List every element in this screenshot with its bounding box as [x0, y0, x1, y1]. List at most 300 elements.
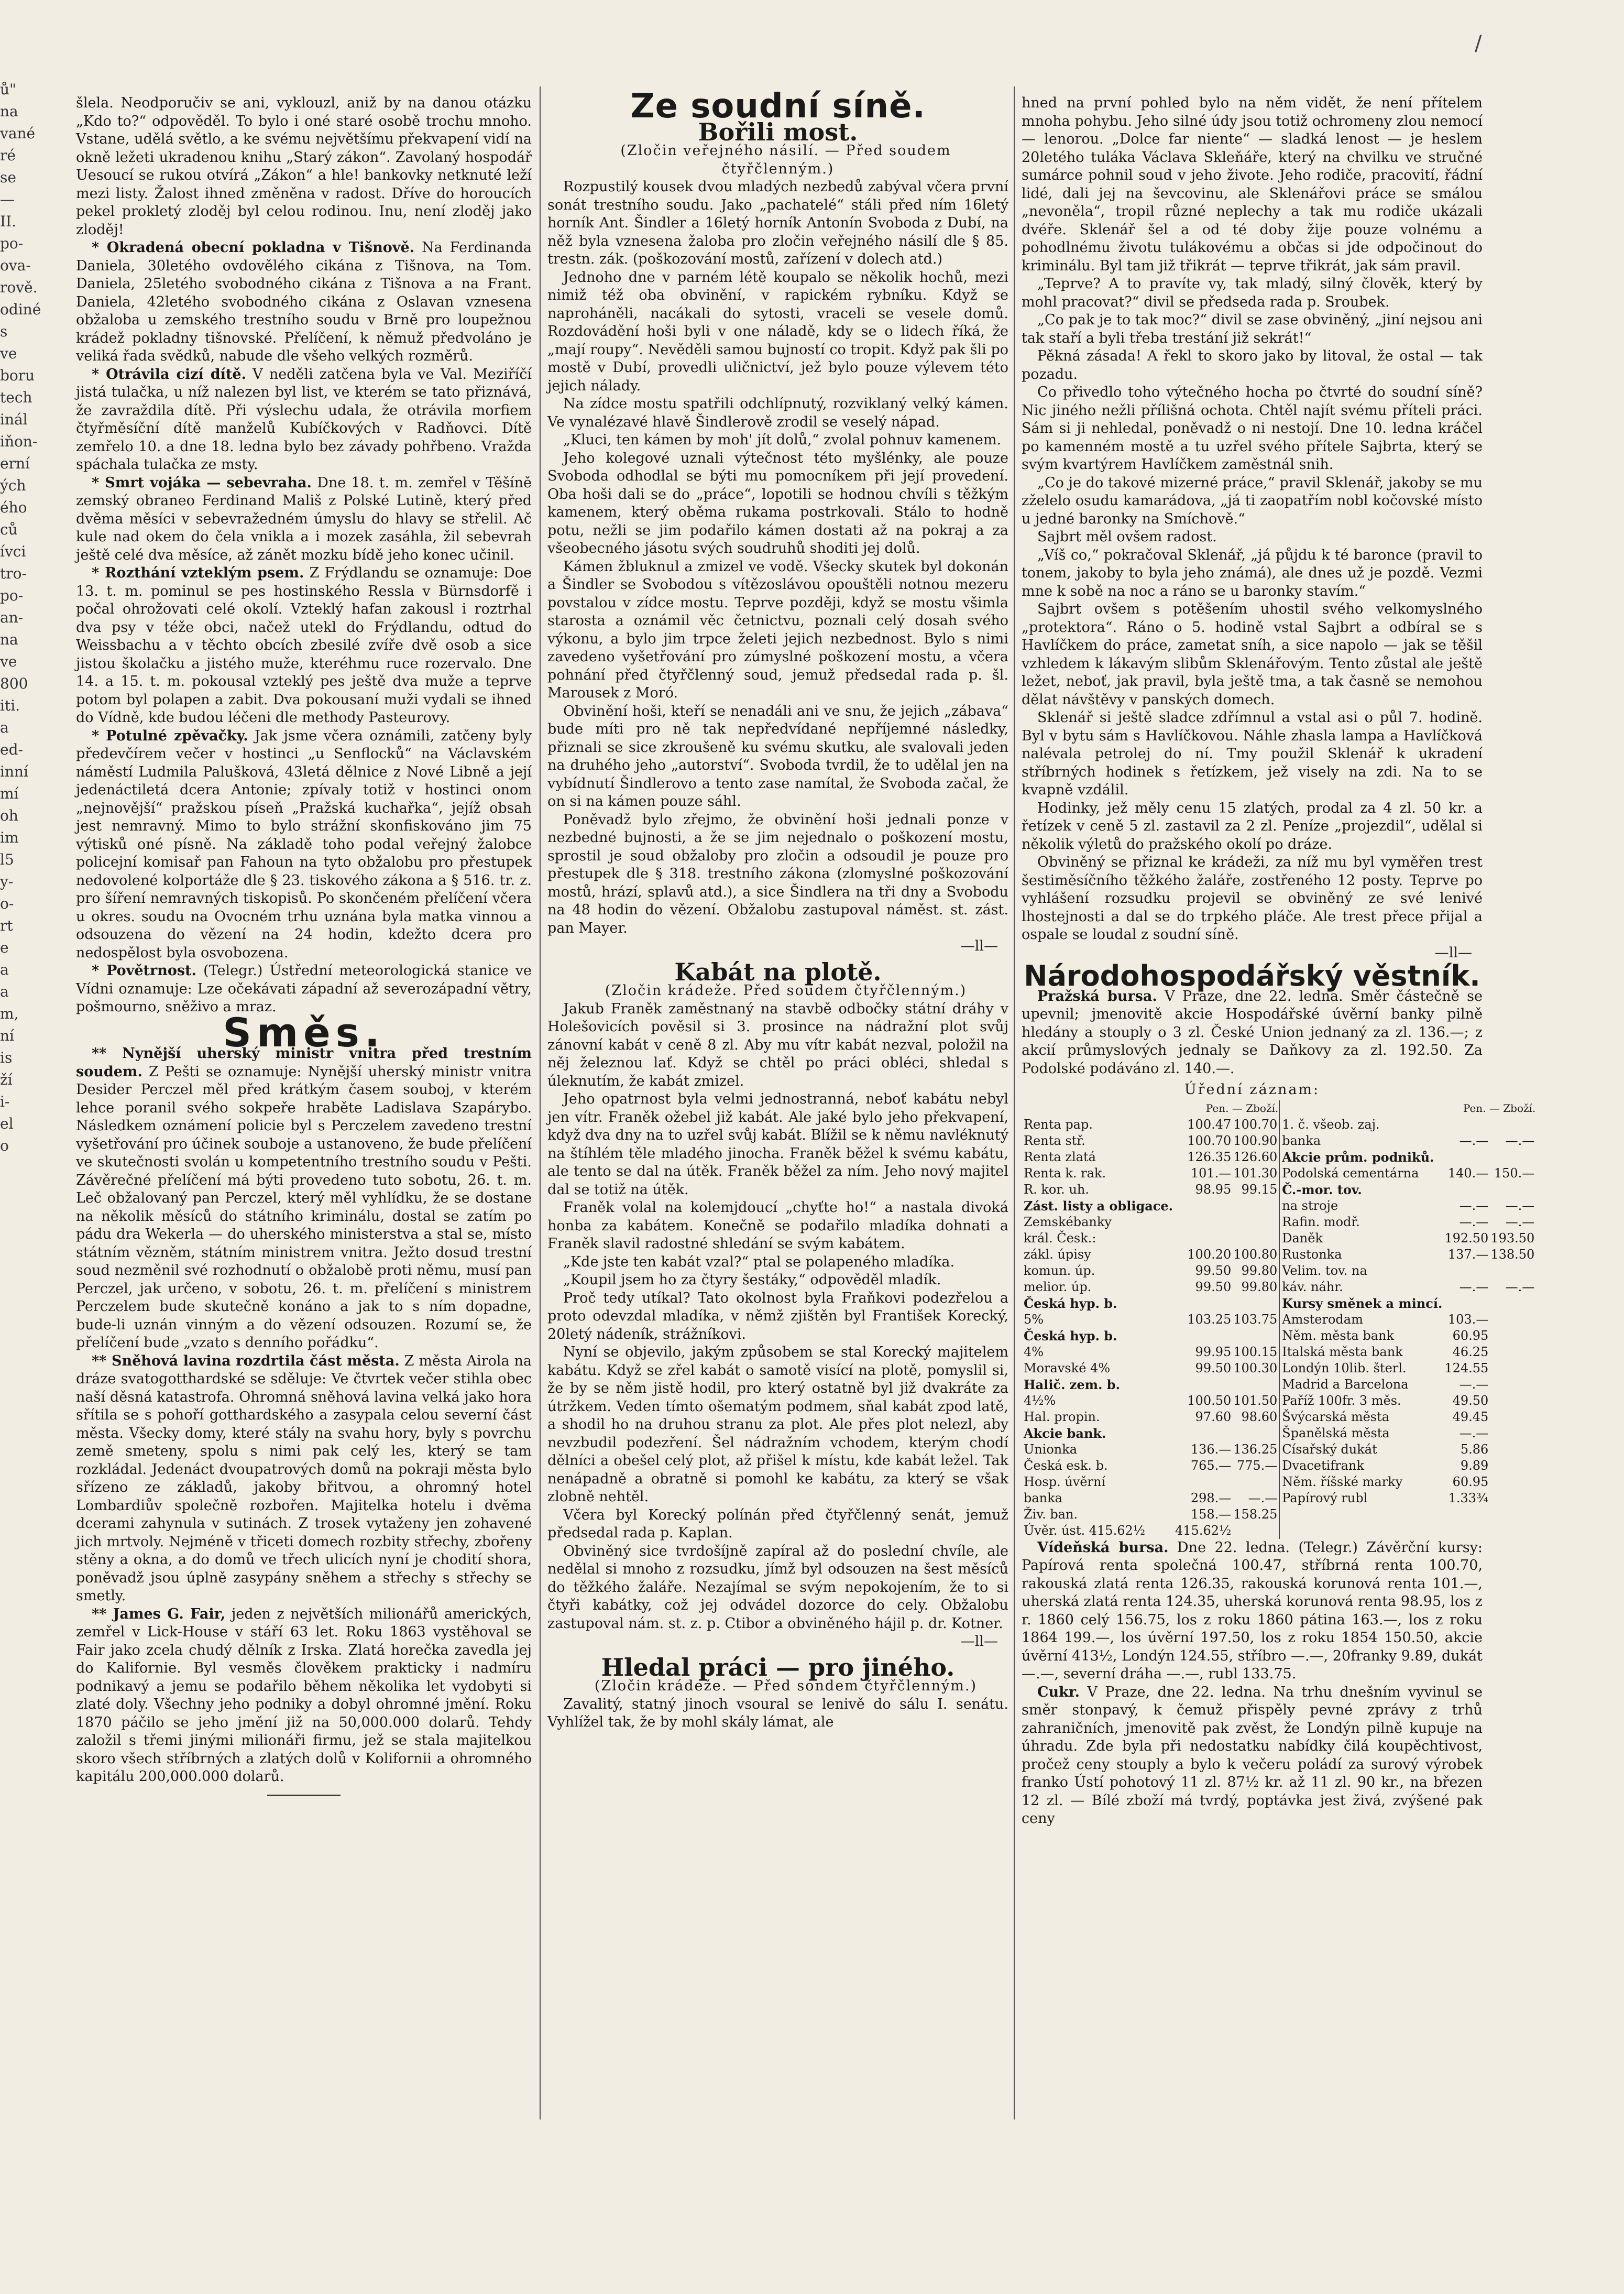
quote-row	[1023, 1377, 1278, 1393]
quote-row	[1023, 1214, 1278, 1230]
margin-fragment: an-	[0, 609, 24, 626]
quote-row	[1281, 1377, 1535, 1393]
quotes-column-header: Pen. — Zboží.	[1463, 1101, 1536, 1115]
quote-row	[1281, 1312, 1535, 1328]
margin-fragment: ní	[0, 1027, 14, 1044]
quote-row	[1281, 1360, 1535, 1377]
quote-row	[1281, 1490, 1535, 1506]
quote-name: Něm. města bank	[1282, 1328, 1394, 1343]
margin-fragment: tech	[0, 389, 32, 406]
paragraph: „Kluci, ten kámen by moh' jít dolů,“ zvolal pohnuv kamenem.	[563, 432, 1002, 448]
quote-row	[1281, 1133, 1535, 1149]
quote-row	[1023, 1523, 1278, 1539]
margin-fragment: im	[0, 829, 19, 846]
quote-value: 49.50	[1452, 1393, 1489, 1408]
quote-value: 101.30	[1233, 1165, 1278, 1181]
stock-quotes-table	[1022, 1100, 1537, 1539]
quote-name: Zást. listy a obligace.	[1024, 1198, 1173, 1214]
item-heading: Cukr.	[1037, 1684, 1080, 1700]
quote-name: Rustonka	[1282, 1247, 1342, 1262]
news-item	[76, 564, 532, 727]
quote-row	[1281, 1425, 1535, 1441]
quote-value: —.—	[1459, 1214, 1489, 1229]
news-item	[76, 1045, 532, 1352]
item-heading: ** Sněhová lavina rozdrtila část města.	[92, 1352, 400, 1369]
quote-row	[1023, 1263, 1278, 1279]
margin-fragment: mí	[0, 785, 19, 802]
margin-fragment: na	[0, 631, 18, 648]
quote-value	[1443, 1117, 1489, 1133]
margin-fragment: ých	[0, 477, 26, 494]
quote-row	[1023, 1230, 1278, 1247]
quote-name: Renta k. rak.	[1024, 1165, 1106, 1181]
quote-row	[1281, 1263, 1535, 1279]
paragraph: Nyní se objevilo, jakým způsobem se stal Korecký majitelem kabátu. Když se zřel kabát o samotě visící na plotě, pomyslil si, že by se něm jistě hodil, pro který ostatně byl již dvakráte za útržkem. Veden tímto ošematým podmem, sňal kabát zpod latě, a shodil ho na druhou stranu za plot. Ale přes plot nelezl, aby nevzbudil podezření. Šel nádražním vchodem, kterým chodí dělníci a obešel celý plot, až přišel k místu, kde kabát ležel. Tak nenápadně a obratně si pomohl ke kabátu, za který se však zlobně nehtěl.	[547, 1344, 1008, 1505]
quote-row	[1023, 1295, 1278, 1312]
quote-value: 100.80	[1233, 1247, 1278, 1262]
quote-name: Madrid a Barcelona	[1282, 1377, 1409, 1392]
margin-fragment: iti.	[0, 697, 20, 714]
quote-value	[1232, 1198, 1278, 1214]
column-2	[547, 87, 1008, 2201]
paragraph: Proč tedy utíkal? Tato okolnost byla Fraňkovi podezřelou a proto odevzdal mladíka, v němž zjištěn byl František Korecký, 20letý nádeník, strážníkovi.	[547, 1290, 1008, 1342]
column-divider-2	[1014, 86, 1015, 2120]
column-divider-1	[540, 86, 541, 2120]
quote-row	[1281, 1117, 1535, 1133]
article-signature: —ll—	[960, 1633, 998, 1650]
quote-value: 100.30	[1233, 1360, 1278, 1375]
quote-value	[1489, 1360, 1535, 1377]
quote-name: Amsterodam	[1282, 1312, 1363, 1327]
quote-row	[1023, 1279, 1278, 1295]
paragraph: Jakub Franěk zaměstnaný na stavbě odbočky státní dráhy v Holešovicích pověsil si 3. prosince na nádražní plot svůj zánovní kabát v ceně 8 zl. Aby mu vítr kabát nezval, položil na něj železnou lať. Když se chtěl po práci obléci, shledal s úleknutím, že kabát zmizel.	[547, 1000, 1008, 1089]
quote-name: Renta stř.	[1024, 1133, 1085, 1148]
quote-value	[1489, 1263, 1535, 1279]
quote-value	[1443, 1295, 1489, 1312]
margin-fragment: m,	[0, 1005, 19, 1022]
margin-fragment: odiné	[0, 301, 41, 318]
quote-value	[1232, 1425, 1278, 1441]
quote-value	[1489, 1182, 1535, 1198]
margin-fragment: ve	[0, 653, 17, 670]
corner-mark: /	[1475, 31, 1482, 56]
quote-row	[1281, 1409, 1535, 1425]
quote-name: Česká hyp. b.	[1024, 1328, 1117, 1343]
margin-fragment: tro-	[0, 565, 27, 582]
margin-fragment: oh	[0, 807, 18, 824]
margin-fragment: inál	[0, 411, 28, 428]
news-item	[76, 366, 532, 474]
paragraph: „Teprve? A to pravíte vy, tak mladý, silný člověk, který by mohl pracovat?“ divil se předseda rada p. Sroubek.	[1022, 276, 1483, 310]
margin-fragment: ů" na	[0, 81, 18, 120]
quote-value	[1232, 1214, 1278, 1230]
quote-value: 99.50	[1195, 1360, 1232, 1375]
quote-row	[1023, 1490, 1278, 1506]
separator	[267, 1795, 341, 1796]
quote-name: Živ. ban.	[1024, 1506, 1078, 1522]
paragraph: Sklenář si ještě sladce zdřímnul a vstal asi o půl 7. hodině. Byl v bytu sám s Havlíčkovou. Náhle zhasla lampa a Havlíčková nalévala petrolej do ní. Tmy použil Sklenář k ukradení stříbrných hodinek s řetízkem, jež visely na zdi. Na to se kvapně vzdálil.	[1022, 709, 1483, 798]
quote-row	[1023, 1425, 1278, 1441]
paragraph: Poněvadž bylo zřejmo, že obvinění hoši jednali ponze v nezbedné bujnosti, a že se jim nejednalo o poškození mostu, sprostil je soud obžaloby pro zločin a odsoudil je pouze pro přestupek dle § 318. trestního zákona (zlomyslné poškozování mostů, hrází, splavů atd.), a sice Šindlera na tři dny a Svobodu na 48 hodin do vězení. Obžalobu zastupoval náměst. st. zást. pan Mayer.	[547, 811, 1008, 936]
paragraph: Pěkná zásada! A řekl to skoro jako by litoval, že ostal — tak pozadu.	[1022, 348, 1483, 383]
margin-fragment: el	[0, 1115, 14, 1132]
margin-fragment: e	[0, 939, 9, 956]
paragraph: „Koupil jsem ho za čtyry šestáky,“ odpověděl mladík.	[563, 1272, 941, 1288]
quote-value	[1232, 1328, 1278, 1344]
quote-name: Podolská cementárna	[1282, 1165, 1419, 1181]
paragraph: Jednoho dne v parném létě koupalo se několik hochů, mezi nimiž též oba obvinění, v rapickém rybníku. Když se naproháněli, nacákali do sytosti, vraceli se vesele domů. Rozdovádění hoši byli v one náladě, kdy se o lidech říká, že „mají roupy“. Nevěděli samou bujností co tropit. Když pak šli po mostě v Dubí, provedli uličnictví, jež bylo pouze výlevem této jejich nálady.	[547, 269, 1008, 394]
quote-value	[1174, 1230, 1232, 1247]
paragraph: Rozpustilý kousek dvou mladých nezbedů zabýval včera první sonát trestního soudu. Jako „pachatelé“ stáli před ním 16letý horník Ant. Šindler a 16letý horník Antonín Svoboda z Dubí, na něž byla vznesena žaloba pro zločin veřejného násilí dle § 85. trestn. zák. (poškozování mostů, zařízení v dolech atd.)	[547, 179, 1008, 267]
paragraph: „Kde jste ten kabát vzal?“ ptal se polapeného mladíka.	[563, 1253, 955, 1270]
quote-value: 1.33¾	[1448, 1490, 1489, 1505]
news-item	[76, 727, 532, 963]
quote-row	[1281, 1393, 1535, 1409]
item-heading: Pražská bursa.	[1037, 988, 1157, 1004]
quote-value	[1232, 1230, 1278, 1247]
margin-fragment: ého	[0, 499, 27, 516]
item-heading: * Povětrnost.	[92, 963, 196, 979]
section-heading-soudni-sin: Ze soudní síně.	[630, 87, 926, 126]
quote-value: 99.15	[1241, 1182, 1278, 1197]
quote-name: Italská města bank	[1282, 1344, 1403, 1359]
quote-name: banka	[1024, 1490, 1062, 1505]
quote-name: na stroje	[1282, 1198, 1338, 1213]
paragraph: hned na první pohled bylo na něm vidět, že není přítelem mnoha pohybu. Jeho silné údy jsou totiž ochromeny zlou nemocí — lenorou. „Dolce far niente“ — sladká lenost — je heslem 20letého tuláka Václava Skleňáře, který na chvilku ve stručné sumárce pohnil soud v jeho živote. Jeho rodiče, pracovití, řádní lidé, dali jej na ševcovinu, ale Sklenářovi práce se smálou „nevoněla“, tropil různé neplechy a tak mu rodiče ukázali dvéře. Sklenář šel a od té doby žije pouze volnému a pohodlnému životu tulákovému a občas si jde odpočinout do kriminálu. Byl tam již třikrát — teprve třikrát, jak sám pravil.	[1022, 95, 1483, 274]
quote-row	[1281, 1458, 1535, 1474]
quote-name: Česká esk. b.	[1024, 1458, 1108, 1473]
quote-row	[1023, 1409, 1278, 1425]
quote-value: 158.—	[1190, 1506, 1232, 1522]
margin-fragment: rově.	[0, 279, 38, 296]
quote-value: 140.—	[1447, 1165, 1489, 1181]
quote-row	[1023, 1149, 1278, 1165]
quote-row	[1281, 1182, 1535, 1198]
quote-value: 136.—	[1190, 1441, 1232, 1457]
quote-name: Papírový rubl	[1282, 1490, 1368, 1505]
quote-value	[1174, 1295, 1232, 1312]
quote-name: Akcie prům. podniků.	[1282, 1149, 1434, 1165]
item-text: Dne 22. ledna. (Telegr.) Závěrční kursy: Papírová renta společná 100.47, stříbrná renta 100.70, rakouská zlatá renta 126.35, rakouská korunová renta 101.—, uherská zlatá renta 124.35, uherská korunová renta 98.95, los z r. 1860 celý 156.75, los z roku 1860 pátina 163.—, los z roku 1864 199.—, los úvěrní 197.50, los z roku 1854 150.50, akcie úvěrní 413½, Londýn 124.55, stříbro —.—, 20franky 9.89, dukát —.—, severní dráha —.—, rubl 133.75.	[1022, 1539, 1483, 1682]
margin-fragment: iňon-	[0, 433, 38, 450]
paragraph: Hodinky, jež měly cenu 15 zlatých, prodal za 4 zl. 50 kr. a řetízek v ceně 5 zl. zastavil za 2 zl. Peníze „projezdil“, udělal si několik výletů do pražského okolí po dráze.	[1022, 800, 1483, 853]
quote-name: král. Česk.:	[1024, 1230, 1096, 1246]
quote-value: 98.60	[1241, 1409, 1278, 1424]
quote-value: 99.80	[1241, 1279, 1278, 1294]
quote-row	[1281, 1441, 1535, 1458]
quote-row	[1281, 1165, 1535, 1182]
quote-value: 158.25	[1233, 1506, 1278, 1522]
quote-value	[1489, 1344, 1535, 1360]
quote-name: melior. úp.	[1024, 1279, 1092, 1294]
quote-value: 100.50	[1187, 1393, 1232, 1408]
quote-value: 100.47	[1187, 1117, 1232, 1132]
quote-row	[1281, 1344, 1535, 1360]
margin-fragment: rt	[0, 917, 13, 934]
quote-row	[1023, 1474, 1278, 1490]
quote-name: Španělská města	[1282, 1425, 1390, 1440]
quote-value	[1232, 1377, 1278, 1393]
quote-row	[1023, 1247, 1278, 1263]
quote-value: 415.62½	[1175, 1523, 1232, 1538]
quote-name: Akcie bank.	[1024, 1425, 1106, 1441]
paragraph: Kámen žbluknul a zmizel ve vodě. Všecky skutek byl dokonán a Šindler se Svobodou s vítězoslávou opouštěli notnou mezeru povstalou v zídce mostu. Teprve později, když se mostu všimla starosta a oznámil věc četnictvu, poznali celý dosah svého výkonu, a bylo jim trpce želeti jejich nezbednost. Bylo s nimi zavedeno vyšetřování pro zúmyslné poškození mostu, a včera pohnání před čtyřčlenný soud, jemuž předsedal rada p. šl. Marousek z Moró.	[547, 558, 1008, 701]
quote-value	[1232, 1523, 1278, 1539]
quote-value: 103.75	[1233, 1312, 1278, 1327]
quote-value	[1232, 1474, 1278, 1490]
margin-fragment: inní	[0, 763, 28, 780]
quote-value: 100.70	[1187, 1133, 1232, 1148]
quote-row	[1023, 1165, 1278, 1182]
paragraph: Sajbrt měl ovšem radost.	[1037, 529, 1217, 545]
quote-value	[1232, 1295, 1278, 1312]
paragraph: „Co pak je to tak moc?“ divil se zase obviněný, „jiní nejsou ani tak staří a byli třeba trestání již sekrát!“	[1022, 312, 1483, 346]
quote-value	[1174, 1198, 1232, 1214]
paragraph: Včera byl Korecký polínán před čtyřčlenný senát, jemuž předsedal rada p. Kaplan.	[547, 1506, 1008, 1541]
quote-row	[1281, 1230, 1535, 1247]
margin-fragment: ova-	[0, 257, 31, 274]
paragraph: „Co je do takové mizerné práce,“ pravil Sklenář, jakoby se mu zželelo osudu kamarádova, „já ti zaopatřím nobl kočovské místo u jedné baronky na Smíchově.“	[1022, 474, 1483, 527]
quote-value: 103.—	[1447, 1312, 1489, 1327]
quote-value: 99.95	[1195, 1344, 1232, 1359]
paragraph: Obviněný sice tvrdošíjně zapíral až do poslední chvíle, ale nedělal si mnoho z rozsudku, jímž byl odsouzen na šest měsíců do těžkého žaláře. Nezajímal se svým nepokojením, že to si čtyři kabátky, což jej odvádel dozorce do cely. Obžalobu zastupoval nám. st. z. p. Ctibor a obviněného hájil p. dr. Kotner.	[547, 1543, 1008, 1632]
margin-fragment: ží	[0, 1071, 13, 1088]
paragraph: „Víš co,“ pokračoval Sklenář, „já půjdu k té baronce (pravil to tonem, jakoby to byla jeho známá), ale dnes už je pozdě. Vezmi mne k sobě na noc a ráno se u baronky stavím.“	[1022, 547, 1483, 599]
quote-value: 193.50	[1490, 1230, 1535, 1246]
item-text: V neděli zatčena byla ve Val. Meziříčí jistá tulačka, u níž nalezen byl list, ve kterém se tato přiznává, že zavraždila dítě. Při výslechu udala, že otrávila morfiem čtyřměsíční dítě manželů Kubíčkových v Radňovci. Dítě zemřelo 10. a dne 18. ledna bylo bez závady pohřbeno. Vražda spáchala tulačka ze msty.	[76, 366, 532, 473]
quote-name: káv. náhr.	[1282, 1279, 1343, 1294]
quote-value: —.—	[1248, 1490, 1278, 1505]
quotes-title: Úřední záznam:	[1184, 1082, 1320, 1098]
quote-value: 765.—	[1190, 1458, 1232, 1473]
paragraph: Co přivedlo toho výtečného hocha po čtvrté do soudní síně? Nic jiného nežli přílišná ochota. Chtěl najít svému příteli práci. Sám si ji nehledal, poněvadž o ni nestojí. Dne 10. ledna kráčel po kamenném mostě a tu uzřel svého přítele Sajbrta, který se svým kvartýrem Havlíčkem zaměstnál snih.	[1022, 384, 1483, 473]
item-text: Dne 18. t. m. zemřel v Těšíně zemský obraneo Ferdinand Mališ z Polské Lutině, který před dvěma měsíci v sebevražedném úmyslu do hlavy se střelil. Ač kule nad okem do čela vnikla a i mozek zasáhla, žil sebevrah ještě celé dva měsíce, až zánět mozku bídě jeho konec učinil.	[76, 474, 532, 563]
quote-name: Česká hyp. b.	[1024, 1295, 1117, 1311]
quote-value: 100.70	[1233, 1117, 1278, 1132]
quote-value: —.—	[1505, 1279, 1535, 1294]
quote-name: Renta zlatá	[1024, 1149, 1096, 1164]
paragraph: Jeho kolegové uznali výtečnost této myšlénky, ale pouze Svoboda odhodlal se býti mu pomocníkem při její provedení. Oba hoši dali se do „práce“, lopotili se hodnou chvíli s těžkým kamenem, který oběma rukama postrkovali. Stálo to hodně potu, nežli se jim podařilo kámen dostati až na pokraj a za všeobecného jásotu svých soudruhů shoditi jej dolů.	[547, 450, 1008, 556]
quote-value: —.—	[1459, 1198, 1489, 1213]
margin-fragment: a	[0, 983, 9, 1000]
margin-fragment: 800	[0, 675, 28, 692]
article-subheading: (Zločin krádeže. — Před sondem čtyřčlenným.)	[595, 1678, 977, 1694]
quote-row	[1023, 1312, 1278, 1328]
article-subheading: (Zločin veřejného násilí. — Před soudem čtyřčlenným.)	[620, 143, 951, 177]
paragraph: Sajbrt ovšem s potěšením uhostil svého velkomyslného „protektora“. Ráno o 5. hodině vstal Sajbrt a odbíral se s Havlíčkem do práce, zametat sníh, a sice napolo — jak se těšil vzhledem k lákavým slibům Sklenářovým. Tento zůstal ale ještě ležet, neboť, jak pravil, byla ještě tma, a tak časně se nemohou dělat návštěvy v panských domech.	[1022, 601, 1483, 708]
quote-value: 101.—	[1190, 1165, 1232, 1181]
quote-name: Kursy směnek a mincí.	[1282, 1295, 1443, 1311]
margin-fragment: y-	[0, 873, 14, 890]
quote-name: Unionka	[1024, 1441, 1078, 1457]
quote-value: 101.50	[1233, 1393, 1278, 1408]
margin-fragment: o	[0, 1137, 9, 1154]
quote-row	[1023, 1198, 1278, 1214]
item-heading: * Potulné zpěvačky.	[92, 727, 248, 744]
quote-value: 775.—	[1236, 1458, 1278, 1473]
quote-value: 49.45	[1452, 1409, 1489, 1424]
quote-value: 100.20	[1187, 1247, 1232, 1262]
quote-value	[1489, 1490, 1535, 1506]
quote-value: 99.50	[1195, 1263, 1232, 1278]
quote-value	[1489, 1425, 1535, 1441]
article-subheading: (Zločin krádeže. Před soudem čtyřčlenným.)	[605, 982, 967, 999]
margin-fragment: ců	[0, 521, 18, 538]
column-1	[76, 94, 532, 2201]
item-text: Jak jsme včera oznámili, zatčeny byly předevčírem večer v hostinci „u Senflocků“ na Václavském náměstí Ludmila Palušková, 43letá dělnice z Nové Libně a její jedenáctiletá dcera Antonie; zpívaly totiž v hostinci onom „nejnovější“ pražskou píseň „Pražská kuchařka“, jejíž obsah jest nemravný. Mimo to bylo strážní skonfiskováno jim 75 výtisků oné písně. Na základě toho podal veřejný žalobce policejní komisař pan Fahoun na tyto obžalobu pro přestupek nedovolené kolportáže dle § 23. tiskového zákona a § 516. tr. z. pro šíření nemravných tiskopisů. Po skončeném přelíčení včera u okres. soudu na Ovocném trhu uznána byla matka vinnou a odsouzena do vězení na 24 hodin, kdežto dcera pro nedospělost byla osvobozena.	[76, 727, 532, 961]
quote-name: Hosp. úvěrní	[1024, 1474, 1106, 1489]
quote-name: Zemskébanky	[1024, 1214, 1112, 1229]
item-text: Z města Airola na dráze svatogotthardské se sděluje: Ve čtvrtek večer stihla obec naší děsná katastrofa. Ohromná sněhová lavina velká jako hora sřítila se s pohoří gotthardského a zasypala celou severní část města. Všecky domy, které stály na svahu hory, byly s povrchu země smeteny, spolu s nimi pak celý les, který se tam rozkládal. Jedenáct dvoupatrových domů na pokraji města bylo sřízeno ze základů, jakoby břitvou, a ohromný hotel Lombardiův společně rozbořen. Majitelka hotelu i dvěma dcerami zahynula v sutinách. Z trosek vytaženy jen zohavené jich mrtvoly. Nejméně v třiceti domech rozbity střechy, zbořeny stěny a okna, a do domů ve třech ulicích nyní je chodití shora, poněvadž jsou úplně zasypány sněhem a střechy s střechy se smetly.	[76, 1352, 532, 1604]
item-heading: * Okradená obecní pokladna v Tišnově.	[92, 239, 415, 256]
quote-name: Dvacetifrank	[1282, 1458, 1364, 1473]
news-item	[76, 1352, 532, 1605]
news-item	[76, 962, 532, 1017]
quote-name: 4½%	[1024, 1393, 1056, 1408]
quotes-column-header: Pen. — Zboží.	[1205, 1101, 1279, 1115]
quote-value: 5.86	[1460, 1441, 1489, 1457]
quote-value	[1489, 1377, 1535, 1393]
quote-value: 126.35	[1187, 1149, 1232, 1164]
quote-value	[1443, 1182, 1489, 1198]
item-heading: Vídeňská bursa.	[1037, 1539, 1169, 1556]
quote-name: Daněk	[1282, 1230, 1323, 1246]
quote-value	[1489, 1149, 1535, 1165]
item-heading: * Rozthání vzteklým psem.	[92, 565, 304, 581]
margin-fragment: l5	[0, 851, 14, 868]
margin-fragment: ívci	[0, 543, 26, 560]
quote-value: 46.25	[1452, 1344, 1489, 1359]
quote-value: —.—	[1459, 1279, 1489, 1294]
quote-row	[1023, 1328, 1278, 1344]
margin-fragment: o-	[0, 895, 14, 912]
quote-value: 99.80	[1241, 1263, 1278, 1278]
quote-row	[1023, 1344, 1278, 1360]
quote-row	[1281, 1328, 1535, 1344]
quote-value	[1174, 1328, 1232, 1344]
item-heading: ** James G. Fair,	[92, 1605, 226, 1622]
quote-row	[1023, 1182, 1278, 1198]
article-heading-hledal-praci: Hledal práci — pro jiného.	[601, 1653, 955, 1681]
quote-value	[1174, 1377, 1232, 1393]
quote-value	[1489, 1458, 1535, 1474]
article-signature: —ll—	[1434, 944, 1472, 961]
quotes-left	[1023, 1117, 1278, 1539]
quote-value	[1489, 1474, 1535, 1490]
quote-value: 136.25	[1233, 1441, 1278, 1457]
margin-fragment: boru	[0, 367, 35, 384]
quote-value	[1174, 1474, 1232, 1490]
margin-fragment: po-	[0, 587, 24, 604]
quote-value	[1443, 1263, 1489, 1279]
quote-name: Halič. zem. b.	[1024, 1377, 1120, 1392]
quote-value: 100.15	[1233, 1344, 1278, 1359]
quote-name: Rafin. modř.	[1282, 1214, 1360, 1229]
article-heading-borili-most: Bořili most.	[698, 117, 858, 146]
quote-row	[1023, 1393, 1278, 1409]
quote-name: Paříž 100fr. 3 měs.	[1282, 1393, 1401, 1408]
quote-name: Moravské 4%	[1024, 1360, 1111, 1375]
news-item	[1022, 1539, 1483, 1684]
margin-fragment: —II.	[0, 191, 17, 230]
paragraph: Obvinění hoši, kteří se nenadáli ani ve snu, že jejich „zábava“ bude míti pro ně tak nepředvídané nepříjemné následky, přiznali se sice zkroušeně ku svému skutku, ale svalovali jeden na druhého jeho „autorství“. Svoboda tvrdil, že to udělal jen na vybídnutí Šindlerovo a tento zase namítal, že Svoboda začal, že on si na kámen pouze sáhl.	[547, 703, 1008, 810]
quote-name: Něm. říšské marky	[1282, 1474, 1403, 1489]
quote-value	[1174, 1425, 1232, 1441]
quote-value: 97.60	[1195, 1409, 1232, 1424]
quote-row	[1281, 1474, 1535, 1490]
quote-name: Č.-mor. tov.	[1282, 1182, 1362, 1197]
margin-fragment: a	[0, 719, 9, 736]
quote-name: Císařský dukát	[1282, 1441, 1377, 1457]
quote-value: 99.50	[1195, 1279, 1232, 1294]
quote-name: Švýcarská města	[1282, 1409, 1390, 1424]
article-heading-kabat-na-plote: Kabát na plotě.	[674, 957, 882, 986]
quote-name: Hal. propin.	[1024, 1409, 1100, 1424]
quote-value: —.—	[1459, 1377, 1489, 1392]
news-item	[1022, 988, 1483, 1078]
quote-value: 137.—	[1447, 1247, 1489, 1262]
item-text: Z Frýdlandu se oznamuje: Doe 13. t. m. pominul se pes hostinského Ressla v Bürnsdorfě i počal ohrožovati celé okolí. Vzteklý hafan zakousl i roztrhal dva psy v téže obci, načež utekl do Frýdlandu, odtud do Weissbachu a v těchto obcích zbesilé zvíře dvě osob a sice jistou školačku a jistého muže, kteréhmu ruce rozervalo. Dne 14. a 15. t. m. pokousal vzteklý pes ještě dva muže a teprve potom byl polapen a zabit. Dva pokousaní muži vydali se ihned do Vídně, kde budou léčeni dle methody Pasteurovy.	[76, 565, 532, 726]
quote-name: Renta pap.	[1024, 1117, 1093, 1132]
quote-value	[1489, 1441, 1535, 1458]
item-text: Na Ferdinanda Daniela, 30letého ovdovělého cikána z Tišnova, na Tom. Daniela, 25letého svobodného cikána z Tišnova a na Frant. Daniela, 42letého svobodného cikána z Oslavan vznesena obžaloba u zemského trestního soudu v Brně pro loupežnou krádež pokladny tišnovské. Přelíčení, k němuž předvoláno je veliká řada svědků, nabude dle všeho velkých rozměrů.	[76, 239, 532, 364]
quote-value: 138.50	[1490, 1247, 1535, 1262]
quote-name: banka	[1282, 1133, 1321, 1148]
quote-value: —.—	[1505, 1133, 1535, 1148]
margin-fragment: erní	[0, 455, 30, 472]
quote-name: 4%	[1024, 1344, 1044, 1359]
quote-row	[1281, 1214, 1535, 1230]
quote-value	[1489, 1117, 1535, 1133]
quote-value: 298.—	[1190, 1490, 1232, 1505]
quote-value	[1489, 1295, 1535, 1312]
quote-name: zákl. úpisy	[1024, 1247, 1091, 1262]
quote-value	[1489, 1312, 1535, 1328]
margin-fragment: is	[0, 1049, 13, 1066]
item-text: V Praze, dne 22. ledna. Směr částečně se upevnil; jmenovitě akcie Hospodářské úvěrní banky pilně hledány a stouply o 3 zl. České Union jednaný za zl. 136.—; z akcií průmyslových jednaly se Daňkovy za zl. 192.50. Za Podolské podáváno zl. 140.—.	[1022, 988, 1483, 1077]
news-item	[76, 1605, 532, 1786]
margin-fragment: i-	[0, 1093, 10, 1110]
paragraph: Obviněný se přiznal ke krádeži, za níž mu byl vyměřen trest šestiměsíčního těžkého žaláře, zostřeného 12 posty. Teprve po vyhlášení rozsudku projevil se obviněný ze své lenivé lhostejnosti a dal se do trpkého pláče. Ale trest přece přijal a ospale se loudal z soudní síně.	[1022, 854, 1483, 943]
quote-value: —.—	[1505, 1198, 1535, 1213]
quote-value: 124.55	[1444, 1360, 1489, 1375]
quote-row	[1281, 1295, 1535, 1312]
quote-value	[1489, 1409, 1535, 1425]
quote-value: 150.—	[1494, 1165, 1535, 1181]
quote-row	[1023, 1458, 1278, 1474]
quote-value: 98.95	[1195, 1182, 1232, 1197]
quote-row	[1023, 1506, 1278, 1523]
news-item	[76, 474, 532, 565]
margin-fragment: po-	[0, 235, 24, 252]
quote-value: 126.60	[1233, 1149, 1278, 1164]
news-item	[76, 239, 532, 366]
margin-fragment: ré se	[0, 147, 16, 186]
item-text: Z Pešti se oznamuje: Nynější uherský ministr vnitra Desider Perczel měl před krátkým časem souboj, v kterém lehce poranil svého sokpeře hraběte Ladislava Szapárybo. Následkem oznámení policie byl s Perczelem zavedeno trestní vyšetřování pro účinek souboje a ustanoveno, že bude přelíčení ve skutečnosti svolán u kompetentního trestního soudu v Pešti. Závěrečné přelíčení má býti provedeno tuto sobotu, 26. t. m. Leč obžalovaný pan Perczel, který měl vyhlídku, že se dostane na několik měsíců do státního kriminálu, dostal se zatím po pádu dra Wekerla — do uherského ministerstva a stal se, místo státním vězněm, státním ministrem vnitra. Ježto dosud trestní soud nezměnil své rozhodnutí o obžalobě proti němu, musí pan Perczel, jak určeno, v sobotu, 26. t. m. přelíčení s ministrem Perczelem bude skutečně konáno a jak to s ním dopadne, bude-li uznán vinným a do vězení odsouzen. Rozumí se, že přelíčení bude „vzato s denního pořádku“.	[76, 1063, 532, 1351]
quote-name: komun. úp.	[1024, 1263, 1095, 1278]
margin-fragment: vané	[0, 125, 36, 142]
news-item	[1022, 1684, 1483, 1828]
quote-value: 192.50	[1444, 1230, 1489, 1246]
quote-row	[1281, 1198, 1535, 1214]
quote-row	[1281, 1149, 1535, 1165]
quote-value	[1489, 1328, 1535, 1344]
item-heading: * Otrávila cizí dítě.	[92, 366, 246, 383]
margin-fragment: ed-	[0, 741, 23, 758]
paragraph: Na zídce mostu spatřili odchlípnutý, rozviklaný velký kámen. Ve vynalézavé hlavě Šindlerově zrodil se veselý nápad.	[547, 396, 1008, 430]
paragraph: Zavalitý, statný jinoch vsoural se lenivě do sálu I. senátu. Vyhlížel tak, že by mohl skály lámat, ale	[547, 1696, 1008, 1730]
quote-name: Londýn 10lib. šterl.	[1282, 1360, 1407, 1375]
